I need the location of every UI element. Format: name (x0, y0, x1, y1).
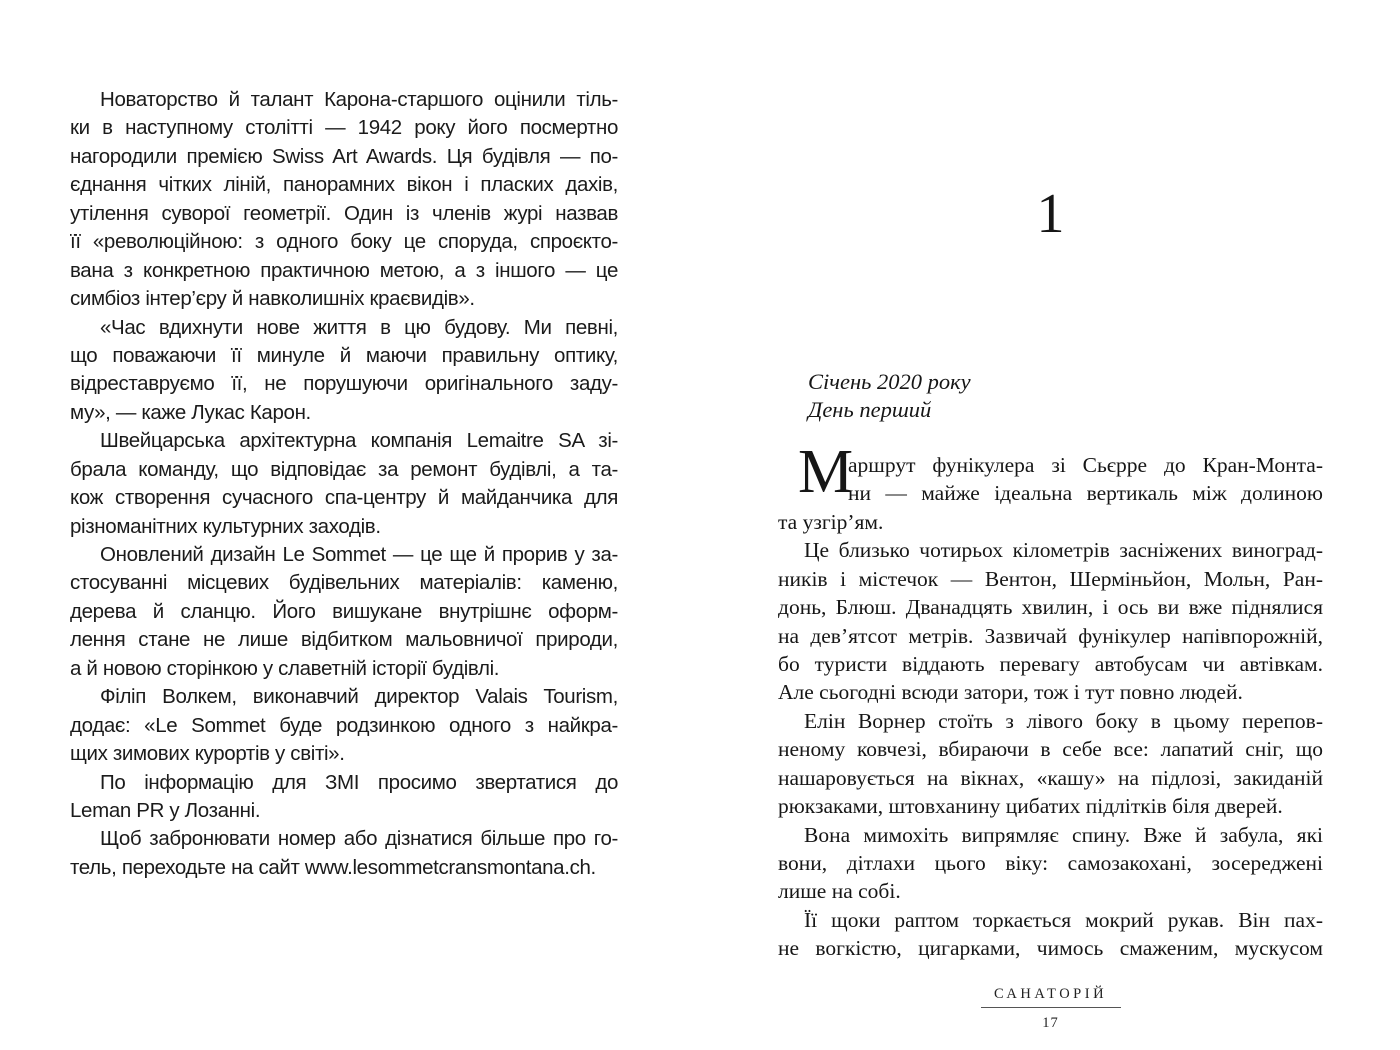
text-line: Leman PR у Лозанні. (70, 798, 261, 822)
text-line: щих зимових курортів у світі». (70, 742, 345, 766)
text-line: лення стане не лише відбитком мальовничої природи, (70, 628, 618, 652)
text-line: кож створення сучасного спа-центру й майданчика для (70, 486, 618, 510)
text-line: тель, переходьте на сайт www.lesommetcransmontana.ch. (70, 855, 596, 879)
text-line: бо туристи віддають перевагу автобусам чи автівкам. (778, 651, 1323, 676)
text-line: Вона мимохіть випрямляє спину. Вже й забула, які (804, 822, 1323, 847)
text-line: рюкзаками, штовханину цибатих підлітків біля дверей. (778, 794, 1283, 819)
paragraph (70, 86, 618, 314)
text-line: ників і містечок — Вентон, Шерміньйон, Мольн, Ран- (778, 566, 1323, 591)
text-line: на дев’ятсот метрів. Зазвичай фунікулер напівпорожній, (778, 623, 1323, 648)
paragraph (70, 541, 618, 683)
date-line: Січень 2020 року (808, 369, 971, 394)
text-line: лише на собі. (778, 879, 901, 904)
text-line: Щоб забронювати номер або дізнатися більше про го- (100, 827, 618, 851)
text-line: Філіп Волкем, виконавчий директор Valais Tourism, (100, 685, 618, 709)
running-title: САНАТОРІЙ (993, 985, 1108, 1002)
text-line: дерева й сланцю. Його вишукане внутрішнє оформ- (70, 599, 618, 623)
text-line: та узгір’ям. (778, 509, 884, 534)
text-line: вони, дітлахи цього віку: самозакохані, зосереджені (778, 851, 1323, 876)
text-line: Новаторство й талант Карона-старшого оцінили тіль- (100, 88, 618, 111)
left-page (70, 86, 618, 882)
page-number: 17 (1042, 1014, 1059, 1031)
left-page-text (70, 86, 618, 882)
date-line: День перший (808, 397, 932, 423)
drop-cap: М (798, 437, 854, 506)
text-line: нагородили премією Swiss Art Awards. Ця будівля — по- (70, 144, 618, 168)
text-line: Це близько чотирьох кілометрів засніжених виноград- (804, 538, 1323, 563)
text-line: брала команду, що відповідає за ремонт будівлі, а та- (70, 457, 618, 481)
text-line: му», — каже Лукас Карон. (70, 400, 311, 424)
text-line: ни — майже ідеальна вертикаль між долиною (848, 481, 1323, 506)
paragraph (70, 825, 618, 882)
text-line: вана з конкретною практичною метою, а з іншого — це (70, 258, 618, 282)
text-line: утілення суворої геометрії. Один із членів журі назвав (70, 201, 618, 225)
text-line: різноманітних культурних заходів. (70, 514, 381, 538)
text-line: а й новою сторінкою у славетній історії будівлі. (70, 656, 500, 680)
paragraph (70, 427, 618, 541)
paragraph (70, 683, 618, 768)
text-line: єднання чітких ліній, панорамних вікон і пласких дахів, (70, 173, 618, 197)
text-line: її «революційною: з одного боку це споруда, спроєкто- (70, 230, 618, 254)
text-line: відреставруємо її, не порушуючи оригінального заду- (70, 372, 618, 396)
paragraph (70, 314, 618, 428)
chapter-number: 1 (1036, 183, 1065, 245)
paragraph (778, 536, 1323, 707)
text-line: аршрут фунікулера зі Сьєрре до Кран-Монта- (848, 452, 1323, 477)
text-line: Її щоки раптом торкається мокрий рукав. Він пах- (804, 907, 1323, 932)
text-line: неному ковчезі, вбираючи в себе все: лапатий сніг, що (778, 737, 1323, 762)
footer-rule (981, 1007, 1121, 1008)
paragraph (778, 821, 1323, 906)
paragraph (70, 769, 618, 826)
text-line: «Час вдихнути нове життя в цю будову. Ми певні, (100, 315, 618, 339)
text-line: не вогкістю, цигарками, чимось смаженим, мускусом (778, 936, 1323, 961)
text-line: Але сьогодні всюди затори, тож і тут повно людей. (778, 680, 1243, 705)
text-line: додає: «Le Sommet буде родзинкою одного з найкра- (70, 713, 618, 737)
paragraph (778, 906, 1323, 963)
text-line: нашаровується на вікнах, «кашу» на підлозі, закиданій (778, 765, 1323, 790)
text-line: ки в наступному столітті — 1942 року його посмертно (70, 116, 618, 140)
paragraph (778, 437, 1323, 536)
text-line: Швейцарська архітектурна компанія Lemaitre SA зі- (100, 429, 618, 453)
text-line: Оновлений дизайн Le Sommet — це ще й прорив у за- (100, 543, 618, 566)
text-line: донь, Блюш. Дванадцять хвилин, і ось ви вже піднялися (778, 595, 1323, 620)
paragraph (778, 707, 1323, 821)
page-footer (778, 979, 1323, 1032)
text-line: стосуванні місцевих будівельних матеріалів: каменю, (70, 571, 618, 595)
right-page (778, 0, 1323, 1050)
right-page-text (778, 437, 1323, 963)
text-line: симбіоз інтер’єру й навколишніх краєвидів». (70, 287, 475, 311)
date-block (778, 368, 1323, 425)
text-line: Елін Ворнер стоїть з лівого боку в цьому перепов- (804, 708, 1323, 733)
text-line: що поважаючи її минуле й маючи правильну оптику, (70, 343, 618, 367)
text-line: По інформацію для ЗМІ просимо звертатися до (100, 770, 618, 794)
